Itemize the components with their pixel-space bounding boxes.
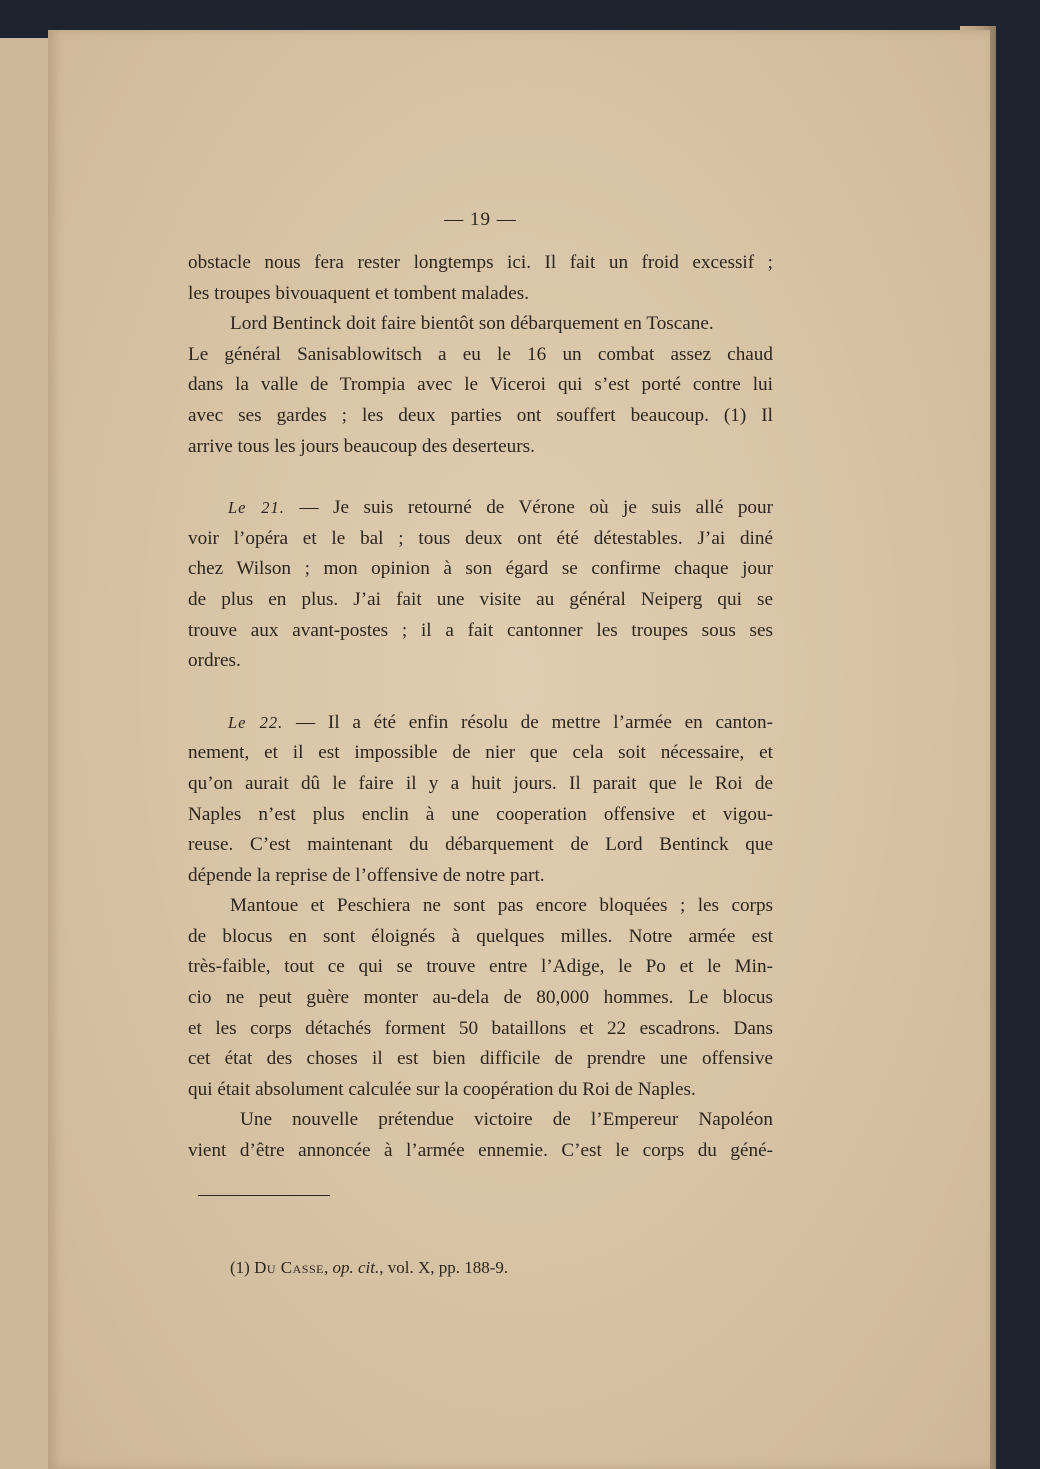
footnote: (1) Du Casse, op. cit., vol. X, pp. 188-9.: [230, 1258, 509, 1277]
text-line: trouve aux avant-postes ; il a fait cantonner les troupes sous ses: [188, 619, 773, 641]
text-line: de plus en plus. J’ai fait une visite au général Neiperg qui se: [188, 588, 773, 610]
text-line: Mantoue et Peschiera ne sont pas encore bloquées ; les corps: [230, 895, 773, 917]
text-line: qui était absolument calculée sur la coopération du Roi de Naples.: [188, 1078, 696, 1100]
text-line: Naples n’est plus enclin à une cooperation offensive et vigou-: [188, 803, 773, 825]
footnote-author: Du Casse: [254, 1258, 324, 1277]
text-line: et les corps détachés forment 50 bataillons et 22 escadrons. Dans: [188, 1017, 773, 1039]
entry-22: [188, 708, 773, 892]
spacer: [188, 462, 773, 493]
paragraph-mantoue: [188, 891, 773, 1105]
text-line: cet état des choses il est bien difficile de prendre une offensive: [188, 1048, 773, 1070]
date-label-21: Le 21.: [228, 498, 285, 518]
text-line: vient d’être annoncée à l’armée ennemie. C’est le corps du géné-: [188, 1140, 773, 1162]
footnote-divider: [198, 1195, 330, 1196]
footnote-number: (1): [230, 1258, 250, 1277]
text-line: Lord Bentinck doit faire bientôt son débarquement en Toscane.: [230, 313, 714, 335]
text-line: [188, 708, 773, 739]
text-line: nement, et il est impossible de nier que cela soit nécessaire, et: [188, 742, 773, 764]
left-page-edge: [0, 38, 49, 1469]
footnote-ref: op. cit.: [332, 1258, 380, 1277]
entry-21-first-line: — Je suis retourné de Vérone où je suis allé pour: [299, 497, 773, 519]
text-line: arrive tous les jours beaucoup des deserteurs.: [188, 435, 535, 457]
text-line: avec ses gardes ; les deux parties ont souffert beaucoup. (1) Il: [188, 404, 773, 426]
text-line: reuse. C’est maintenant du débarquement de Lord Bentinck que: [188, 834, 773, 856]
text-line: cio ne peut guère monter au-dela de 80,000 hommes. Le blocus: [188, 987, 773, 1009]
book-page: [48, 30, 990, 1469]
text-line: dépende la reprise de l’offensive de notre part.: [188, 864, 545, 886]
page-number: — 19 —: [444, 209, 517, 230]
text-line: Le général Sanisablowitsch a eu le 16 un combat assez chaud: [188, 343, 773, 365]
page-text: [188, 200, 773, 1167]
text-line: dans la valle de Trompia avec le Viceroi qui s’est porté contre lui: [188, 374, 773, 396]
spacer: [188, 677, 773, 708]
text-line: ordres.: [188, 650, 241, 672]
date-label-22: Le 22.: [228, 712, 284, 732]
text-line: Une nouvelle prétendue victoire de l’Empereur Napoléon: [240, 1109, 773, 1131]
paragraph-1: [188, 248, 773, 309]
paragraph-2: [188, 309, 773, 462]
entry-21: [188, 493, 773, 677]
paragraph-napoleon: [188, 1105, 773, 1166]
text-line: très-faible, tout ce qui se trouve entre l’Adige, le Po et le Min-: [188, 956, 773, 978]
text-line: voir l’opéra et le bal ; tous deux ont été détestables. J’ai diné: [188, 527, 773, 549]
text-line: chez Wilson ; mon opinion à son égard se confirme chaque jour: [188, 558, 773, 580]
text-line: de blocus en sont éloignés à quelques milles. Notre armée est: [188, 925, 773, 947]
text-line: qu’on aurait dû le faire il y a huit jours. Il parait que le Roi de: [188, 772, 773, 794]
text-line: les troupes bivouaquent et tombent malades.: [188, 282, 530, 304]
text-line: obstacle nous fera rester longtemps ici. Il fait un froid excessif ;: [188, 252, 773, 273]
entry-22-first-line: — Il a été enfin résolu de mettre l’armée en canton-: [295, 711, 774, 733]
footnote-rest: , vol. X, pp. 188-9.: [379, 1258, 509, 1277]
text-line: [188, 493, 773, 524]
